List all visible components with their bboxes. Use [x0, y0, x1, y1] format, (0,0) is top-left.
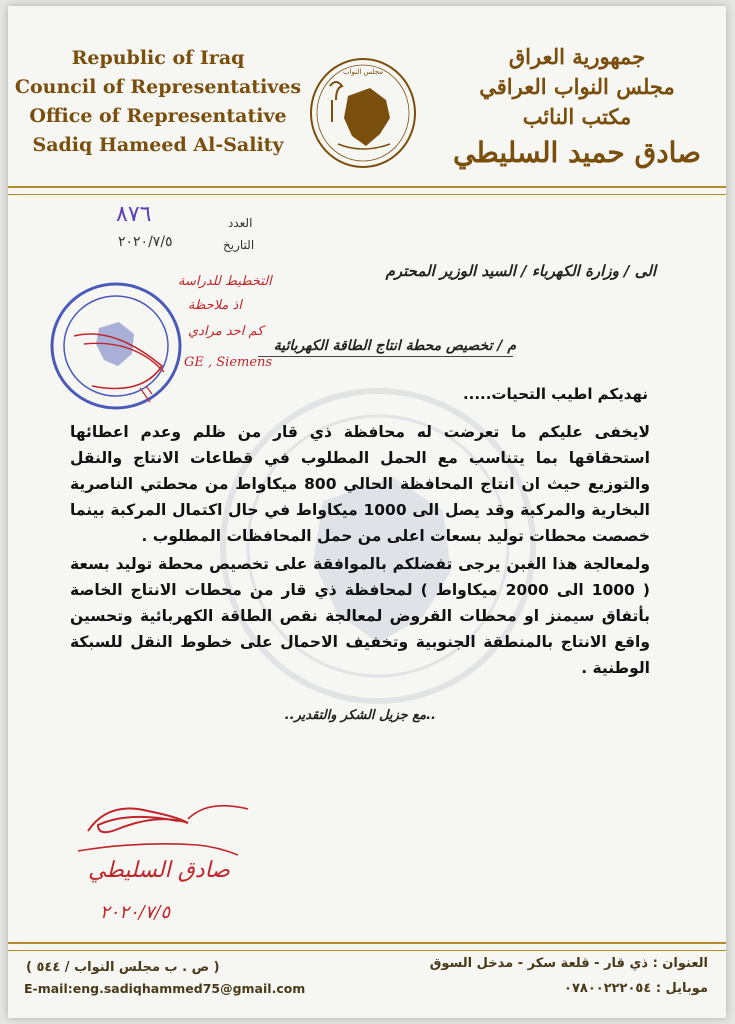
signature-name: صادق السليطي — [88, 858, 230, 883]
footer-divider — [8, 942, 726, 944]
date-label: التاريخ — [223, 238, 255, 252]
marginal-note-4: GE , Siemens — [184, 355, 273, 370]
footer-address: العنوان : ذي قار - قلعة سكر - مدخل السوق — [429, 956, 708, 971]
footer-mobile: موبايل : ٠٧٨٠٠٢٢٢٠٥٤ — [564, 981, 708, 996]
subject-underline — [258, 356, 513, 357]
paragraph-1: لايخفى عليكم ما تعرضت له محافظة ذي قار من ظلم وعدم اعطائها استحقاقها بما يتناسب مع الحمل المطلوب في قطاعات الانتاج والنقل والتوزيع حيث ان انتاج المحافظة الحالي 800 ميكاواط من محطتي الناصرية البخارية والمركبة وقد يصل الى 1000 ميكاواط في حال اكتمال المركبة بينما خصصت محطات توليد بسعات اعلى من حمل المحافظات المطلوب . — [70, 423, 650, 545]
footer-email: E-mail:eng.sadiqhammed75@gmail.com — [24, 981, 306, 996]
header-ar-line-4: صادق حميد السليطي — [453, 136, 701, 169]
footer-pobox: ( ص . ب مجلس النواب / ٥٤٤ ) — [26, 960, 220, 975]
header-arabic — [442, 42, 712, 174]
marginal-note-2: اذ ملاحظة — [188, 298, 242, 313]
emblem-text: مجلس النواب — [342, 68, 384, 76]
header-ar-line-3: مكتب النائب — [522, 104, 632, 129]
marginal-note-3: كم احد مرادي — [188, 324, 264, 339]
header-divider-bottom — [8, 194, 726, 195]
footer-divider-2 — [8, 950, 726, 951]
number-label: العدد — [228, 216, 253, 230]
header-ar-line-2: مجلس النواب العراقي — [479, 74, 675, 99]
closing-thanks: ..مع جزيل الشكر والتقدير.. — [284, 708, 436, 723]
letter-number: ٨٧٦ — [116, 202, 152, 227]
header-ar-line-1: جمهورية العراق — [508, 44, 646, 69]
subject-line: م / تخصيص محطة انتاج الطاقة الكهربائية — [273, 338, 516, 354]
header-en-line-3: Office of Representative — [29, 105, 287, 127]
greeting: نهديكم اطيب التحيات..... — [462, 385, 648, 403]
marginal-note-1: التخطيط للدراسة — [178, 274, 272, 289]
header-en-line-4: Sadiq Hameed Al-Sality — [32, 134, 284, 156]
letter-page — [8, 6, 726, 1018]
letter-date: ٢٠٢٠/٧/٥ — [118, 234, 173, 250]
header-en-line-1: Republic of Iraq — [71, 47, 245, 69]
parliament-emblem-icon — [308, 56, 418, 171]
paragraph-2: ولمعالجة هذا الغبن يرجى تفضلكم بالموافقة على تخصيص محطة توليد بسعة ( 1000 الى 2000 ميكاواط ) لمحافظة ذي قار من محطات الانتاج الخاصة بأتفاق سيمنز او محطات القروض لمعالجة نقص الطاقة الكهربائية وتحسين واقع الانتاج بالمنطقة الجنوبية وتخفيف الاحمال على خطوط النقل للسبكة الوطنية . — [70, 555, 650, 677]
addressee: الى / وزارة الكهرباء / السيد الوزير المحترم — [385, 262, 656, 280]
official-stamp-icon — [44, 278, 194, 416]
header-en-line-2: Council of Representatives — [14, 76, 302, 98]
header-english — [8, 44, 308, 160]
header-divider-top — [8, 186, 726, 188]
signature-date: ٢٠٢٠/٧/٥ — [100, 902, 171, 923]
